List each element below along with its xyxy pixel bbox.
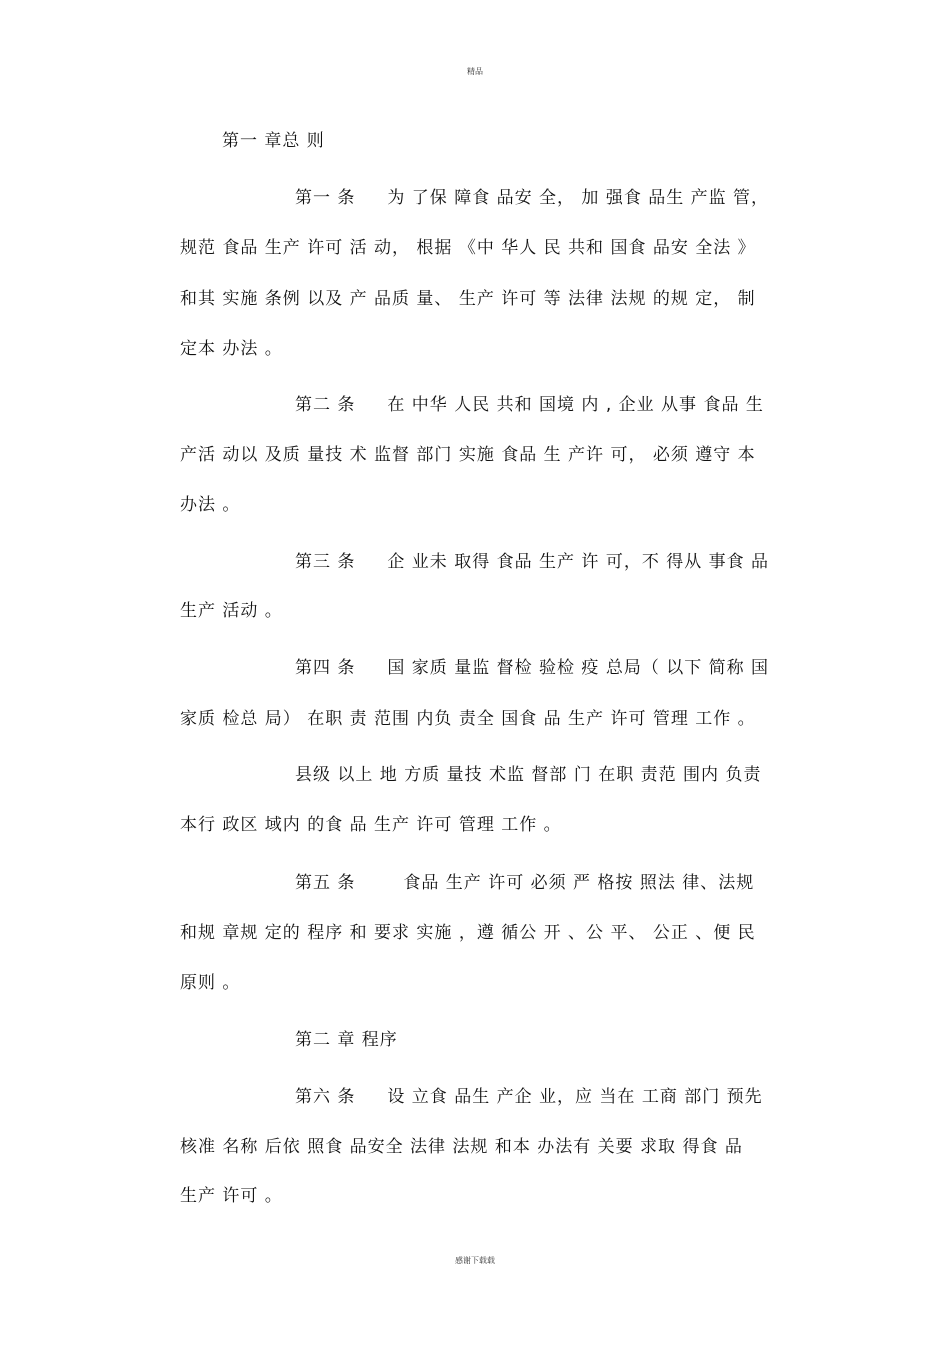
article-3-text: 企 业未 取得 食品 生产 许 可，不 得从 事食 品 (387, 552, 770, 572)
article-5-text: 食品 生产 许可 必须 严 格按 照法 律、法规 (403, 873, 755, 893)
article-3-line: 生产 活动 。 (180, 601, 283, 621)
article-4-text: 国 家质 量监 督检 验检 疫 总局（ 以下 简称 国 (387, 658, 770, 678)
article-4-paragraph-2-line: 本行 政区 域内 的食 品 生产 许可 管理 工作 。 (180, 815, 562, 835)
article-1-text: 为 了保 障食 品安 全， 加 强食 品生 产监 管， (387, 188, 770, 208)
article-6-text: 设 立食 品生 产企 业，应 当在 工商 部门 预先 (387, 1087, 763, 1107)
article-4-line (295, 656, 775, 680)
article-2-line (295, 393, 775, 417)
article-6-label: 第六 条 (295, 1087, 356, 1107)
article-5-line (295, 871, 775, 895)
article-1-line: 和其 实施 条例 以及 产 品质 量、 生产 许可 等 法律 法规 的规 定， 制 (180, 289, 756, 309)
article-4-label: 第四 条 (295, 658, 356, 678)
article-2-text: 在 中华 人民 共和 国境 内 , 企业 从事 食品 生 (387, 395, 764, 415)
article-6-line (295, 1085, 775, 1109)
article-4-paragraph-2-line: 县级 以上 地 方质 量技 术监 督部 门 在职 责范 围内 负责 (295, 765, 762, 785)
article-1-line: 规范 食品 生产 许可 活 动， 根据 《中 华人 民 共和 国食 品安 全法 》 (180, 238, 756, 258)
article-2-line: 产活 动以 及质 量技 术 监督 部门 实施 食品 生 产许 可， 必须 遵守 本 (180, 445, 756, 465)
article-1-line (295, 186, 775, 210)
article-6-line: 生产 许可 。 (180, 1186, 283, 1206)
article-5-line: 原则 。 (180, 973, 241, 993)
article-4-line: 家质 检总 局） 在职 责 范围 内负 责全 国食 品 生产 许可 管理 工作 。 (180, 709, 756, 729)
page-footer: 感谢下载载 (455, 1256, 495, 1265)
article-6-line: 核准 名称 后依 照食 品安全 法律 法规 和本 办法有 关要 求取 得食 品 (180, 1137, 743, 1157)
chapter-1-heading: 第一 章总 则 (222, 131, 325, 151)
article-5-line: 和规 章规 定的 程序 和 要求 实施 ，遵 循公 开 、公 平、 公正 、便 民 (180, 923, 756, 943)
article-2-label: 第二 条 (295, 395, 356, 415)
chapter-2-heading: 第二 章 程序 (295, 1030, 398, 1050)
article-3-line (295, 550, 775, 574)
article-1-label: 第一 条 (295, 188, 356, 208)
article-3-label: 第三 条 (295, 552, 356, 572)
article-2-line: 办法 。 (180, 495, 241, 515)
page-header: 精品 (467, 67, 483, 76)
article-5-label: 第五 条 (295, 873, 356, 893)
article-1-line: 定本 办法 。 (180, 339, 283, 359)
